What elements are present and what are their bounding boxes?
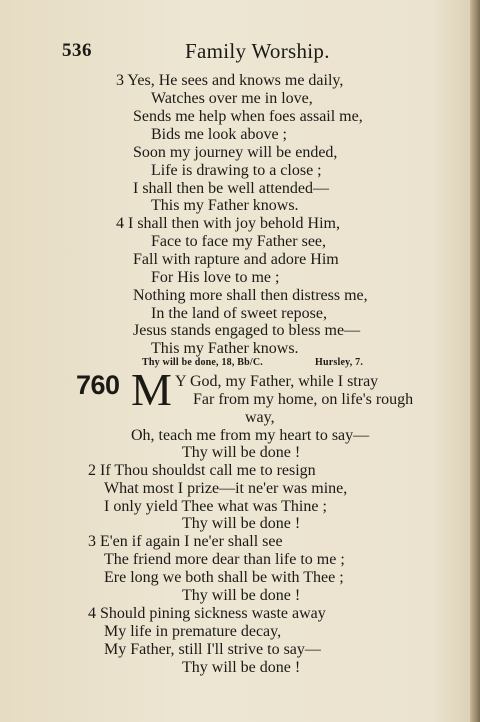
stanza-line: In the land of sweet repose,	[151, 305, 327, 322]
stanza-line: Oh, teach me from my heart to say—	[131, 427, 370, 444]
stanza-line: Thy will be done !	[182, 659, 301, 676]
hymn-number: 760	[76, 370, 120, 400]
page-number: 536	[62, 40, 92, 61]
stanza-line: 3 E'en if again I ne'er shall see	[88, 533, 283, 550]
stanza-line: Sends me help when foes assail me,	[133, 108, 363, 125]
stanza-line: I shall then be well attended—	[133, 180, 329, 197]
stanza-line: My life in premature decay,	[104, 623, 282, 640]
book-spine-edge	[470, 0, 480, 722]
stanza-line: Bids me look above ;	[151, 126, 287, 143]
stanza-line: What most I prize—it ne'er was mine,	[104, 480, 348, 497]
stanza-line: Watches over me in love,	[151, 90, 313, 107]
stanza-line: Nothing more shall then distress me,	[133, 287, 368, 304]
drop-cap: M	[131, 364, 172, 415]
page-title: Family Worship.	[185, 39, 330, 63]
stanza-line: 3 Yes, He sees and knows me daily,	[116, 72, 344, 89]
stanza-line: Soon my journey will be ended,	[133, 144, 338, 161]
stanza-line: 4 I shall then with joy behold Him,	[116, 215, 340, 232]
tune-meter: Thy will be done, 18, Bb/C.	[142, 357, 263, 368]
stanza-line: This my Father knows.	[151, 340, 299, 357]
stanza-line: Jesus stands engaged to bless me—	[133, 322, 361, 339]
stanza-line: Thy will be done !	[182, 587, 301, 604]
stanza-line: Y God, my Father, while I stray	[175, 373, 379, 390]
stanza-line: I only yield Thee what was Thine ;	[104, 498, 327, 515]
stanza-line: Life is drawing to a close ;	[151, 162, 322, 179]
stanza-line: My Father, still I'll strive to say—	[104, 641, 321, 658]
stanza-line: Fall with rapture and adore Him	[133, 251, 339, 268]
stanza-line: Face to face my Father see,	[151, 233, 327, 250]
stanza-line: This my Father knows.	[151, 197, 299, 214]
stanza-line: 2 If Thou shouldst call me to resign	[88, 462, 316, 479]
stanza-line: Ere long we both shall be with Thee ;	[104, 569, 344, 586]
stanza-line: Thy will be done !	[182, 515, 301, 532]
stanza-line: The friend more dear than life to me ;	[104, 551, 345, 568]
stanza-line: Thy will be done !	[182, 444, 301, 461]
stanza-line: Far from my home, on life's rough	[193, 391, 414, 408]
tune-name: Hursley, 7.	[315, 357, 364, 368]
stanza-line: 4 Should pining sickness waste away	[88, 605, 326, 622]
stanza-line: way,	[245, 409, 275, 426]
stanza-line: For His love to me ;	[151, 269, 280, 286]
